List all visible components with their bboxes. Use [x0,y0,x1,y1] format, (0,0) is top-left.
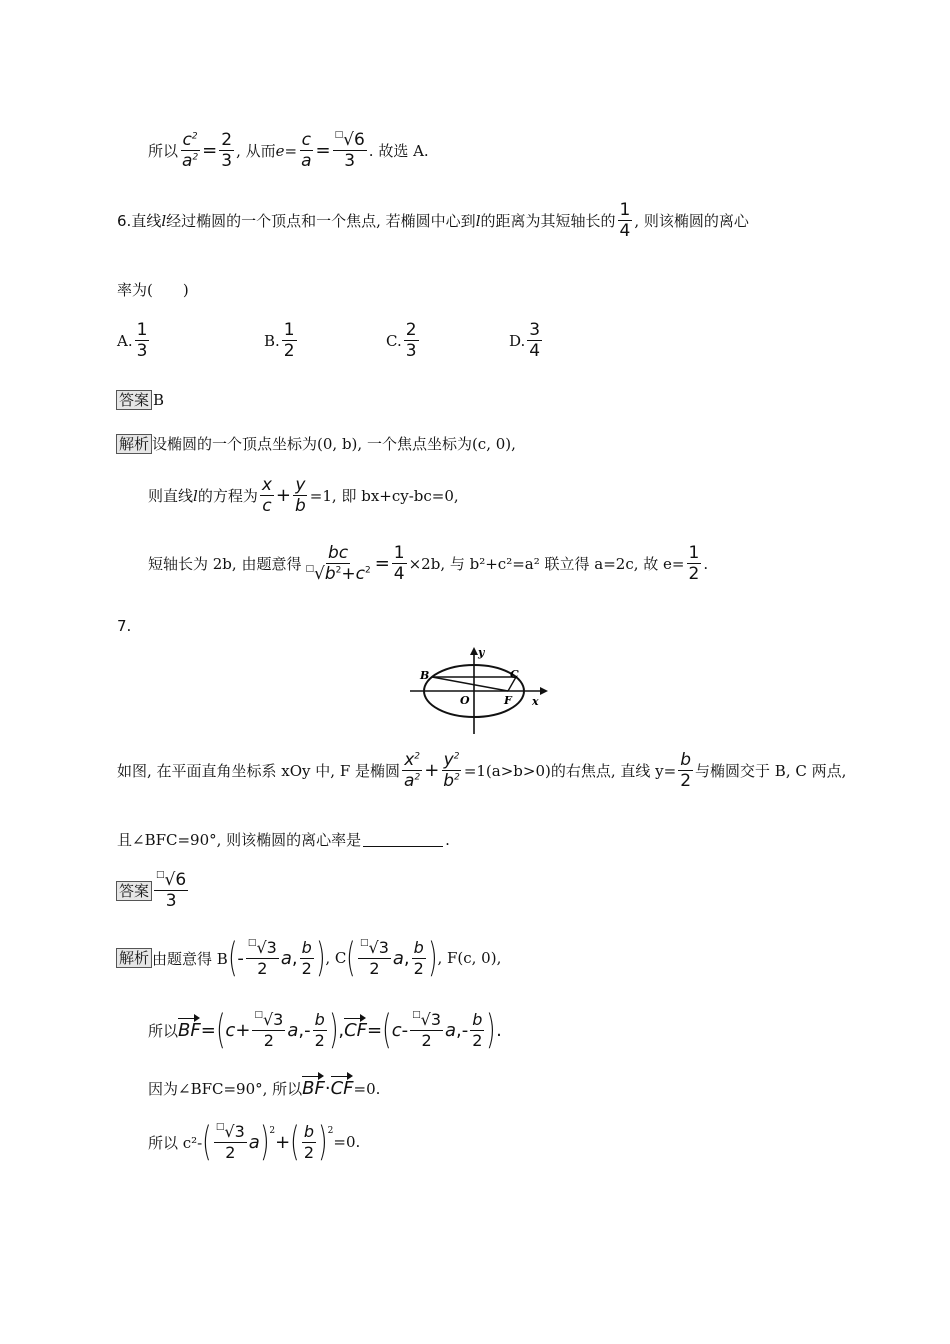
q6-answer: 答案 B [116,390,164,410]
ellipse-figure [408,646,548,736]
fraction-sqrt6-3: $\frac{^□√6}{3}$ [334,130,365,172]
q6-option-c: C. $\frac{2}{3}$ [386,320,417,362]
q7-analysis-2: 所以 BF = ( c + $\frac{^□√3}{2}$ a ,- $\frac{b}{2}$ ) , CF = ( c - $\frac{^□√3}{2}$ a ,- $\frac{b}{2}$ ) . [148,1007,502,1053]
segment-bf [432,677,508,691]
label-b: B [420,669,430,682]
q7-stem-line1: 如图, 在平面直角坐标系 xOy 中, F 是椭圆 $\frac{x^2}{a^2}$ + $\frac{y^2}{b^2}$ =1(a>b>0)的右焦点, 直线 y= $\frac{b}{2}$ 与椭圆交于 B, C 两点, [117,750,847,792]
answer-tag: 答案 [116,390,152,410]
q7-analysis-3: 因为∠BFC=90°, 所以 BF · CF =0. [148,1078,381,1099]
q6-analysis-1: 解析 设椭圆的一个顶点坐标为(0, b), 一个焦点坐标为(c, 0), [116,433,516,454]
q6-analysis-3: 短轴长为 2b, 由题意得 $\frac{bc}{^□√b^2+c^2}$ = $\frac{1}{4}$ ×2b, 与 b²+c²=a² 联立得 a=2c, 故 e= $\frac{1}{2}$ . [148,543,709,585]
answer-tag: 答案 [116,881,152,901]
analysis-tag: 解析 [116,434,152,454]
q7-answer: 答案 $\frac{^□√6}{3}$ [116,870,190,912]
fraction-2-3: $\frac{2}{3}$ [221,130,233,172]
q7-number: 7. [117,617,132,635]
label-f: F [504,694,512,707]
q7-analysis-4: 所以 c²- ( $\frac{^□√3}{2}$ a ) $^2$ + ( $\frac{b}{2}$ ) $^2$ =0. [148,1119,361,1165]
q7-stem-line2: 且∠BFC=90°, 则该椭圆的离心率是 . [117,830,450,849]
label-c: C [510,668,519,681]
fraction-c2-a2: $\frac{c^2}{a^2}$ [182,130,199,172]
q6-analysis-2: 则直线 l 的方程为 $\frac{x}{c}$ + $\frac{y}{b}$ =1, 即 bx+cy-bc=0, [148,475,459,517]
analysis-tag: 解析 [116,948,152,968]
label-x: x [532,695,539,708]
label-o: O [460,694,470,707]
fraction-c-a: $\frac{c}{a}$ [301,130,312,172]
q6-option-a: A. $\frac{1}{3}$ [117,320,148,362]
q7-analysis-1: 解析 由题意得 B ( - $\frac{^□√3}{2}$ a , $\frac{b}{2}$ ) , C ( $\frac{^□√3}{2}$ a , $\frac{b}{2}$ ) , F(c, 0), [116,938,501,978]
q6-stem-line2: 率为( ) [117,281,189,299]
label-y: y [478,646,485,659]
y-axis-arrow [470,647,478,655]
answer-blank [363,832,443,847]
x-axis-arrow [540,687,548,695]
q6-stem-line1: 6. 直线 l 经过椭圆的一个顶点和一个焦点, 若椭圆中心到 l 的距离为其短轴长的 $\frac{1}{4}$ , 则该椭圆的离心 [117,200,749,242]
fraction-1-4: $\frac{1}{4}$ [619,200,631,242]
q6-option-d: D. $\frac{3}{4}$ [509,320,541,362]
q6-option-b: B. $\frac{1}{2}$ [264,320,295,362]
prev-conclusion: 所以 $\frac{c^2}{a^2}$ = $\frac{2}{3}$ , 从而 e= $\frac{c}{a}$ = $\frac{^□√6}{3}$ . 故选 A. [148,130,429,172]
